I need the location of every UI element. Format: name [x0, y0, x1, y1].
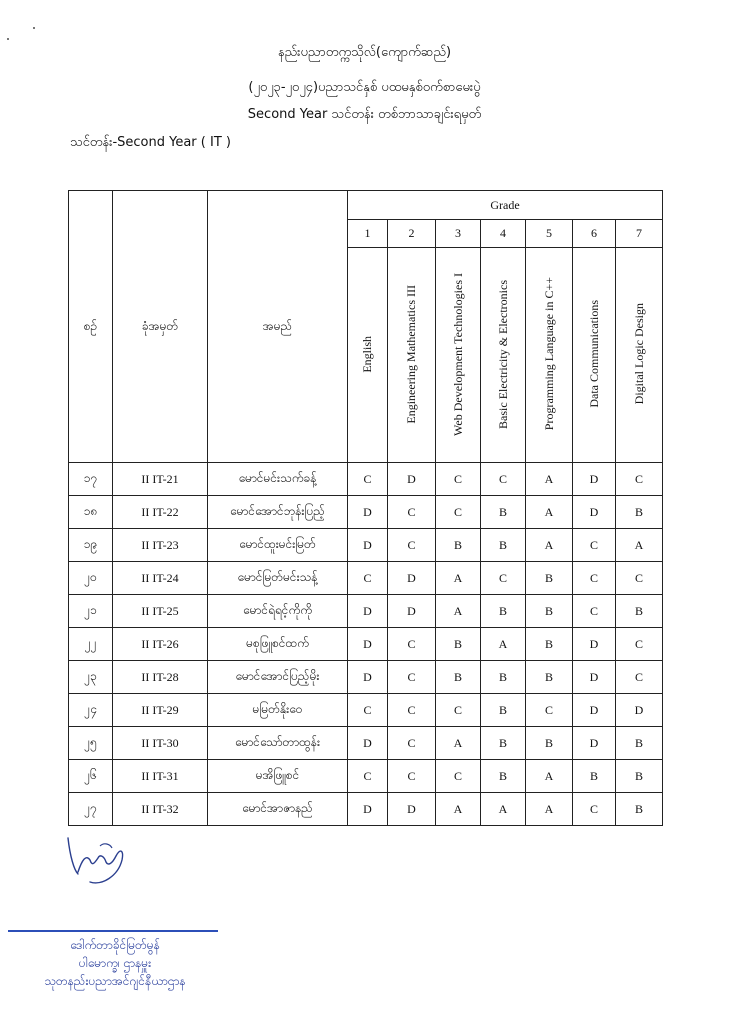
subject-number: 2: [388, 220, 436, 248]
grade-cell: D: [348, 595, 388, 628]
grade-cell: B: [616, 793, 663, 826]
roll-number: II IT-24: [113, 562, 208, 595]
grade-cell: C: [436, 760, 481, 793]
row-number: ၂၅: [69, 727, 113, 760]
grade-cell: A: [481, 628, 526, 661]
row-number: ၁၇: [69, 463, 113, 496]
student-name: မောင်အောင်ပြည့်မိုး: [208, 661, 348, 694]
grade-cell: A: [526, 463, 573, 496]
row-number: ၁၈: [69, 496, 113, 529]
subject-label: Digital Logic Design: [631, 303, 646, 405]
table-row: [69, 727, 663, 760]
exam-title: (၂၀၂၃-၂၀၂၄)ပညာသင်နှစ် ပထမနှစ်ဝက်စာမေးပွဲ: [248, 80, 481, 95]
grade-cell: A: [436, 595, 481, 628]
roll-number: II IT-26: [113, 628, 208, 661]
table-row: [69, 628, 663, 661]
stamp-name: ဒေါက်တာခိုင်မြတ်မွန်: [70, 938, 160, 952]
grade-cell: B: [526, 661, 573, 694]
scan-speck: [33, 27, 35, 29]
course-label: သင်တန်း-Second Year ( IT ): [70, 135, 231, 150]
grade-cell: C: [388, 529, 436, 562]
student-name: မောင်မင်းသက်ခန့်: [208, 463, 348, 496]
grade-cell: B: [481, 727, 526, 760]
roll-number: II IT-22: [113, 496, 208, 529]
grade-cell: C: [388, 628, 436, 661]
grade-cell: D: [616, 694, 663, 727]
subject-header: [481, 248, 526, 463]
student-name: မောင်ရဲရင့်ကိုကို: [208, 595, 348, 628]
row-number: ၂၃: [69, 661, 113, 694]
grade-cell: D: [573, 694, 616, 727]
roll-number: II IT-31: [113, 760, 208, 793]
subject-label: Data Communications: [586, 300, 601, 408]
grade-cell: B: [526, 595, 573, 628]
grade-cell: C: [616, 661, 663, 694]
subject-header: [616, 248, 663, 463]
grade-cell: A: [436, 562, 481, 595]
grade-cell: D: [348, 529, 388, 562]
subject-label: Programming Language in C++: [541, 277, 556, 431]
row-number: ၂၂: [69, 628, 113, 661]
student-name: မောင်အာဇာနည်: [208, 793, 348, 826]
grade-cell: B: [436, 661, 481, 694]
roll-number: II IT-29: [113, 694, 208, 727]
grade-cell: B: [526, 628, 573, 661]
stamp-position: ပါမောက္ခ၊ ဌာနမှူး: [78, 956, 152, 970]
grade-cell: B: [481, 529, 526, 562]
grade-cell: D: [573, 463, 616, 496]
subject-number: 4: [481, 220, 526, 248]
subject-header: [348, 248, 388, 463]
table-row: [69, 793, 663, 826]
row-number: ၂၇: [69, 793, 113, 826]
official-stamp: [0, 930, 230, 990]
grade-cell: B: [481, 595, 526, 628]
row-number: ၂၆: [69, 760, 113, 793]
grade-cell: C: [436, 463, 481, 496]
grade-cell: A: [481, 793, 526, 826]
stamp-rule: [8, 930, 218, 932]
subject-label: Engineering Mathematics III: [404, 284, 418, 424]
stamp-department: သုတနည်းပညာအင်ဂျင်နီယာဌာန: [44, 974, 186, 988]
table-row: [69, 496, 663, 529]
grade-header: Grade: [348, 191, 663, 220]
subject-header: [436, 248, 481, 463]
student-name: မောင်ထူးမင်းမြတ်: [208, 529, 348, 562]
subject-label: Basic Electricity & Electronics: [495, 279, 510, 429]
grade-cell: B: [481, 496, 526, 529]
grade-cell: D: [348, 628, 388, 661]
grade-cell: C: [388, 760, 436, 793]
grade-cell: C: [388, 694, 436, 727]
grade-cell: C: [348, 694, 388, 727]
grade-cell: C: [348, 562, 388, 595]
subject-number: 6: [573, 220, 616, 248]
grade-cell: D: [573, 628, 616, 661]
grade-cell: C: [388, 661, 436, 694]
grade-cell: C: [348, 760, 388, 793]
grade-cell: B: [436, 628, 481, 661]
grade-cell: B: [481, 694, 526, 727]
grade-cell: B: [616, 760, 663, 793]
roll-number: II IT-30: [113, 727, 208, 760]
roll-number: II IT-21: [113, 463, 208, 496]
grade-cell: B: [481, 760, 526, 793]
grade-cell: D: [573, 727, 616, 760]
student-name: မောင်သော်တာထွန်း: [208, 727, 348, 760]
grade-cell: A: [526, 793, 573, 826]
grade-cell: B: [616, 595, 663, 628]
student-name: မမြတ်နိုးဝေ: [208, 694, 348, 727]
grade-cell: C: [436, 496, 481, 529]
table-row: [69, 760, 663, 793]
grade-cell: C: [526, 694, 573, 727]
signature: [60, 826, 140, 896]
col-header-no: စဉ်: [69, 191, 113, 463]
roll-number: II IT-23: [113, 529, 208, 562]
grade-cell: A: [436, 727, 481, 760]
row-number: ၁၉: [69, 529, 113, 562]
roll-number: II IT-32: [113, 793, 208, 826]
grade-cell: C: [616, 463, 663, 496]
grade-cell: D: [573, 496, 616, 529]
grade-cell: C: [388, 496, 436, 529]
grade-cell: D: [573, 661, 616, 694]
student-name: မောင်မြတ်မင်းသန့်: [208, 562, 348, 595]
grade-cell: D: [348, 496, 388, 529]
university-name: နည်းပညာတက္ကသိုလ်(ကျောက်ဆည်): [277, 45, 452, 60]
grade-cell: C: [573, 562, 616, 595]
grade-cell: D: [348, 793, 388, 826]
grade-cell: C: [481, 562, 526, 595]
grade-cell: B: [526, 562, 573, 595]
grade-cell: D: [388, 595, 436, 628]
subject-number: 5: [526, 220, 573, 248]
grade-cell: A: [616, 529, 663, 562]
grade-cell: B: [616, 727, 663, 760]
row-number: ၂၄: [69, 694, 113, 727]
subject-header: [526, 248, 573, 463]
subject-header: [573, 248, 616, 463]
grade-cell: D: [388, 793, 436, 826]
grade-cell: C: [573, 529, 616, 562]
grades-table: [68, 190, 663, 826]
grade-cell: B: [436, 529, 481, 562]
roll-number: II IT-25: [113, 595, 208, 628]
subject-label: Web Development Technologies I: [450, 272, 465, 436]
grade-cell: C: [481, 463, 526, 496]
report-title: Second Year သင်တန်း တစ်ဘာသာချင်းရမှတ်: [247, 107, 482, 122]
roll-number: II IT-28: [113, 661, 208, 694]
grade-cell: B: [573, 760, 616, 793]
student-name: မအိဖြူစင်: [208, 760, 348, 793]
scan-speck: [7, 38, 9, 40]
table-row: [69, 595, 663, 628]
table-row: [69, 529, 663, 562]
grade-cell: A: [526, 760, 573, 793]
row-number: ၂၁: [69, 595, 113, 628]
grade-cell: C: [616, 628, 663, 661]
subject-label: English: [360, 335, 374, 373]
grade-cell: C: [348, 463, 388, 496]
grade-cell: C: [573, 793, 616, 826]
col-header-name: အမည်: [208, 191, 348, 463]
grade-cell: B: [481, 661, 526, 694]
grade-cell: B: [616, 496, 663, 529]
subject-header: [388, 248, 436, 463]
grade-cell: B: [526, 727, 573, 760]
col-header-roll: ခုံအမှတ်: [113, 191, 208, 463]
table-row: [69, 463, 663, 496]
table-row: [69, 562, 663, 595]
grade-cell: C: [616, 562, 663, 595]
grade-cell: C: [573, 595, 616, 628]
student-name: မစုဖြူစင်ထက်: [208, 628, 348, 661]
grade-cell: D: [348, 727, 388, 760]
subject-number: 3: [436, 220, 481, 248]
grade-cell: A: [526, 496, 573, 529]
subject-number: 7: [616, 220, 663, 248]
table-row: [69, 661, 663, 694]
row-number: ၂၀: [69, 562, 113, 595]
student-name: မောင်အောင်ဘုန်းပြည့်: [208, 496, 348, 529]
table-row: [69, 694, 663, 727]
grade-cell: D: [348, 661, 388, 694]
grade-cell: D: [388, 463, 436, 496]
subject-number: 1: [348, 220, 388, 248]
grade-cell: C: [436, 694, 481, 727]
grade-cell: A: [526, 529, 573, 562]
grade-cell: A: [436, 793, 481, 826]
grade-cell: D: [388, 562, 436, 595]
grade-cell: C: [388, 727, 436, 760]
